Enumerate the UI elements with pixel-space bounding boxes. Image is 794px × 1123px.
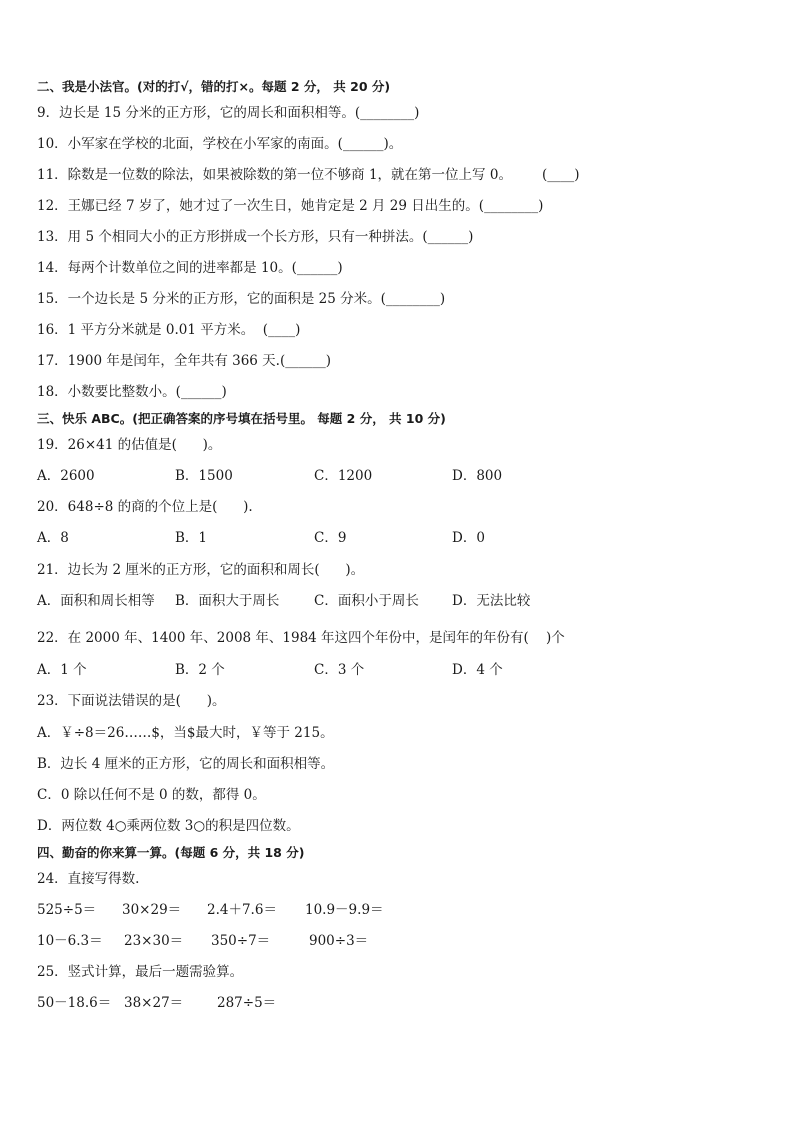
calc-item: 287÷5＝ (217, 995, 277, 1011)
calc-item: 10－6.3＝ (37, 933, 103, 949)
question-24-stem: 24．直接写得数. (37, 871, 140, 887)
question-close: ) (439, 291, 446, 307)
calc-item: 2.4＋7.6＝ (207, 902, 277, 918)
question-close: ) (468, 229, 474, 245)
question-text: 10．小军家在学校的北面，学校在小军家的南面。( (37, 136, 343, 152)
answer-blank[interactable]: ________ (385, 291, 440, 307)
option-b[interactable]: B．边长 4 厘米的正方形，它的周长和面积相等。 (37, 756, 335, 772)
question-text: 18．小数要比整数小。( (37, 384, 181, 400)
option-c[interactable]: C．3 个 (314, 662, 365, 678)
option-a[interactable]: A．8 (37, 530, 69, 546)
question-18 (37, 383, 227, 401)
option-a[interactable]: A．￥÷8＝26……$，当$最大时，￥等于 215。 (37, 725, 334, 741)
question-close: ) (325, 353, 332, 369)
question-19-stem: 19．26×41 的估值是( )。 (37, 437, 222, 453)
section-3-title: 三、快乐 ABC。(把正确答案的序号填在括号里。 每题 2 分， 共 10 分) (37, 411, 446, 426)
calc-item: 350÷7＝ (211, 933, 271, 949)
question-close: ) (414, 105, 420, 121)
calc-item: 23×30＝ (124, 933, 184, 949)
calc-item: 30×29＝ (122, 902, 182, 918)
option-b[interactable]: B．2 个 (175, 662, 225, 678)
question-close: ) (538, 198, 544, 214)
option-d[interactable]: D．无法比较 (452, 593, 531, 609)
answer-blank[interactable]: ____ (268, 322, 296, 338)
answer-blank[interactable]: ________ (484, 198, 539, 214)
answer-blank[interactable]: ______ (427, 229, 469, 245)
section-4-title: 四、勤奋的你来算一算。(每题 6 分，共 18 分) (37, 845, 305, 860)
question-text: 14．每两个计数单位之间的进率都是 10。( (37, 260, 297, 276)
option-c[interactable]: C．9 (314, 530, 347, 546)
question-10 (37, 135, 402, 153)
question-close: ) (337, 260, 343, 276)
option-b[interactable]: B．1 (175, 530, 208, 546)
calc-item: 525÷5＝ (37, 902, 97, 918)
option-c[interactable]: C．0 除以任何不是 0 的数，都得 0。 (37, 787, 266, 803)
question-text: 9．边长是 15 分米的正方形，它的周长和面积相等。( (37, 105, 361, 121)
question-13 (37, 228, 473, 246)
option-b[interactable]: B．1500 (175, 468, 233, 484)
option-d[interactable]: D．800 (452, 468, 503, 484)
section-2-title: 二、我是小法官。(对的打√，错的打×。每题 2 分， 共 20 分) (37, 79, 391, 94)
question-text: 11．除数是一位数的除法，如果被除数的第一位不够商 1，就在第一位上写 0。 ( (37, 167, 548, 183)
question-21-stem: 21．边长为 2 厘米的正方形，它的面积和周长( )。 (37, 562, 365, 578)
question-close: ) (295, 322, 301, 338)
question-12 (37, 197, 543, 215)
option-a[interactable]: A．1 个 (37, 662, 87, 678)
option-d[interactable]: D．4 个 (452, 662, 503, 678)
calc-item: 50－18.6＝ (37, 995, 112, 1011)
question-14 (37, 259, 343, 277)
answer-blank[interactable]: ________ (360, 105, 415, 121)
option-c[interactable]: C．面积小于周长 (314, 593, 419, 609)
question-15 (37, 290, 445, 308)
question-text: 17．1900 年是闰年，全年共有 366 天.( (37, 353, 286, 369)
option-a[interactable]: A．2600 (37, 468, 95, 484)
answer-blank[interactable]: ______ (342, 136, 384, 152)
answer-blank[interactable]: ______ (285, 353, 326, 369)
question-text: 12．王娜已经 7 岁了，她才过了一次生日，她肯定是 2 月 29 日出生的。( (37, 198, 485, 214)
question-20-stem: 20．648÷8 的商的个位上是( ). (37, 499, 253, 515)
option-c[interactable]: C．1200 (314, 468, 373, 484)
option-d[interactable]: D．0 (452, 530, 485, 546)
question-11 (37, 166, 580, 184)
question-22-stem: 22．在 2000 年、1400 年、2008 年、1984 年这四个年份中，是闰年的年份有( )个 (37, 630, 565, 646)
question-close: ) (221, 384, 227, 400)
question-25-stem: 25．竖式计算，最后一题需验算。 (37, 964, 244, 980)
answer-blank[interactable]: ______ (180, 384, 222, 400)
question-text: 15．一个边长是 5 分米的正方形，它的面积是 25 分米。( (37, 291, 386, 307)
answer-blank[interactable]: ______ (296, 260, 338, 276)
option-a[interactable]: A．面积和周长相等 (37, 593, 155, 609)
calc-item: 10.9－9.9＝ (305, 902, 384, 918)
question-17 (37, 352, 331, 370)
question-close: )。 (383, 136, 403, 152)
option-b[interactable]: B．面积大于周长 (175, 593, 280, 609)
question-16 (37, 321, 300, 339)
question-text: 16．1 平方分米就是 0.01 平方米。 ( (37, 322, 269, 338)
answer-blank[interactable]: ____ (547, 167, 575, 183)
option-d[interactable]: D．两位数 4○乘两位数 3○的积是四位数。 (37, 818, 300, 834)
calc-item: 38×27＝ (124, 995, 184, 1011)
question-9 (37, 104, 419, 122)
calc-item: 900÷3＝ (309, 933, 369, 949)
question-text: 13．用 5 个相同大小的正方形拼成一个长方形，只有一种拼法。( (37, 229, 428, 245)
question-23-stem: 23．下面说法错误的是( )。 (37, 693, 226, 709)
question-close: ) (574, 167, 580, 183)
